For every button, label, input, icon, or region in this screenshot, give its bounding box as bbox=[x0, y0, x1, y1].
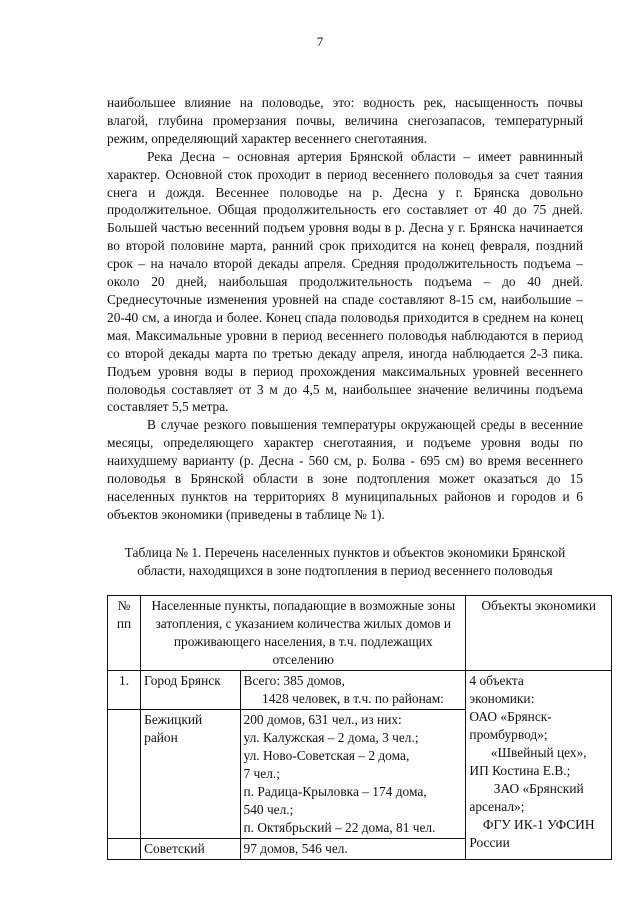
row-objects bbox=[466, 671, 612, 860]
row-name: Бежицкий район bbox=[141, 710, 240, 839]
paragraph-3: В случае резкого повышения температуры окружающей среды в весенние месяцы, определяющего характер снеготаяния, и подъеме уровня воды по наихудшему варианту (р. Десна - 560 см, р. Болва - 695 см) во время весеннего половодья в Брянской области в зоне подтопления может оказаться до 15 населенных пунктов на территориях 8 муниципальных районов и городов и 6 объектов экономики (приведены в таблице № 1). bbox=[107, 417, 583, 522]
object-line: арсенал»; bbox=[469, 799, 525, 814]
header-objects: Объекты экономики bbox=[466, 596, 612, 671]
detail-line: п. Октябрьский – 22 дома, 81 чел. bbox=[243, 820, 436, 835]
detail-line: п. Радица-Крыловка – 174 дома, bbox=[243, 784, 427, 799]
flood-zone-table bbox=[107, 595, 612, 860]
row-details bbox=[240, 671, 466, 710]
object-line: России bbox=[469, 835, 510, 850]
detail-line: ул. Калужская – 2 дома, 3 чел.; bbox=[243, 730, 419, 745]
detail-line: Всего: 385 домов, bbox=[243, 673, 345, 688]
row-details bbox=[240, 839, 466, 860]
object-line: ФГУ ИК-1 УФСИН bbox=[482, 817, 595, 832]
table-row bbox=[108, 671, 612, 710]
row-num bbox=[108, 839, 141, 860]
object-line: ЗАО «Брянский bbox=[493, 781, 584, 796]
header-num: № пп bbox=[108, 596, 141, 671]
row-name: Город Брянск bbox=[141, 671, 240, 710]
page-number: 7 bbox=[316, 34, 324, 49]
row-num bbox=[108, 710, 141, 839]
table-header-row bbox=[108, 596, 612, 671]
detail-line: 97 домов, 546 чел. bbox=[243, 841, 348, 856]
body-text bbox=[107, 94, 583, 524]
paragraph-2: Река Десна – основная артерия Брянской области – имеет равнинный характер. Основной сток проходит в период весеннего половодья за счет таяния снега и дождя. Весеннее половодье на р. Десна у г. Брянска довольно продолжительное. Общая продолжительность его составляет от 40 до 75 дней. Большей частью весенний подъем уровня воды в р. Десна у г. Брянска начинается во второй половине марта, ранний срок приходится на конец февраля, поздний срок – на начало второй декады апреля. Средняя продолжительность подъема – около 20 дней, наибольшая продолжительность подъема – до 40 дней. Среднесуточные изменения уровней на спаде составляют 8-15 см, наибольшие – 20-40 см, а иногда и более. Конец спада половодья приходится в среднем на конец мая. Максимальные уровни в период весеннего половодья наблюдаются в период со второй декады марта по третью декаду апреля, иногда наблюдается 2-3 пика. Подъем уровня воды в период прохождения максимальных уровней весеннего половодья составляет от 3 м до 4,5 м, наибольшее значение величины подъема составляет 5,5 метра. bbox=[107, 148, 583, 415]
detail-line: 540 чел.; bbox=[243, 802, 294, 817]
table-caption: Таблица № 1. Перечень населенных пунктов и объектов экономики Брянской области, находящихся в зоне подтопления в период весеннего половодья bbox=[124, 545, 566, 578]
row-name: Советский bbox=[141, 839, 240, 860]
object-line: 4 объекта bbox=[469, 673, 524, 688]
detail-line: 200 домов, 631 чел., из них: bbox=[243, 712, 402, 727]
detail-line: 7 чел.; bbox=[243, 766, 280, 781]
header-settlements: Населенные пункты, попадающие в возможные зоны затопления, с указанием количества жилых домов и проживающего населения, в т.ч. подлежащих отселению bbox=[141, 596, 466, 671]
object-line: ОАО «Брянск- bbox=[469, 709, 552, 724]
row-num: 1. bbox=[108, 671, 141, 710]
object-line: экономики: bbox=[469, 691, 535, 706]
object-line: ИП Костина Е.В.; bbox=[469, 763, 571, 778]
object-line: «Швейный цех», bbox=[490, 745, 587, 760]
row-details bbox=[240, 710, 466, 839]
detail-line: ул. Ново-Советская – 2 дома, bbox=[243, 748, 410, 763]
paragraph-1: наибольшее влияние на половодье, это: водность рек, насыщенность почвы влагой, глубина промерзания почвы, величина снегозапасов, температурный режим, определяющий характер весеннего снеготаяния. bbox=[107, 95, 583, 146]
object-line: промбурвод»; bbox=[469, 727, 548, 742]
detail-line: 1428 человек, в т.ч. по районам: bbox=[262, 691, 444, 706]
